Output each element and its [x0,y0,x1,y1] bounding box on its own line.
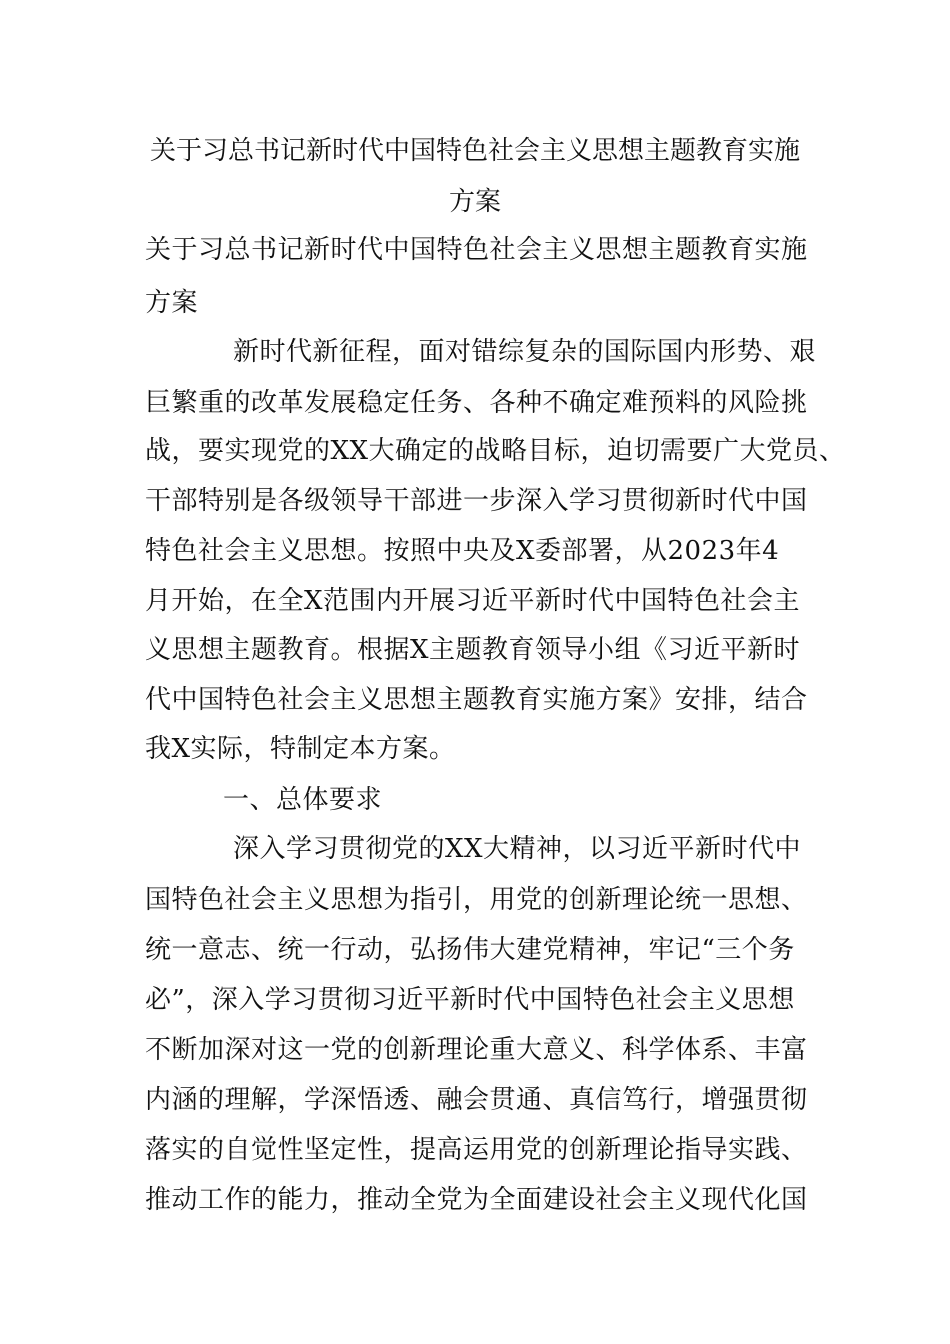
body-line: 关于习总书记新时代中国特色社会主义思想主题教育实施 [145,235,808,265]
body-line: 方案 [145,288,199,318]
body-line: 推动工作的能力，推动全党为全面建设社会主义现代化国 [145,1185,808,1215]
body-line: 不断加深对这一党的创新理论重大意义、科学体系、丰富 [145,1035,808,1065]
body-line: 落实的自觉性坚定性，提高运用党的创新理论指导实践、 [145,1135,808,1165]
section-heading: 一、总体要求 [223,785,383,815]
body-line: 内涵的理解，学深悟透、融会贯通、真信笃行，增强贯彻 [145,1085,808,1115]
body-line: 国特色社会主义思想为指引，用党的创新理论统一思想、 [145,885,808,915]
body-line: 统一意志、统一行动，弘扬伟大建党精神，牢记“三个务 [145,935,795,965]
body-line: 干部特别是各级领导干部进一步深入学习贯彻新时代中国 [145,486,808,516]
body-line: 月开始，在全X范围内开展习近平新时代中国特色社会主 [145,586,801,616]
body-line: 代中国特色社会主义思想主题教育实施方案》安排，结合 [145,685,808,715]
paragraph-first-line: 深入学习贯彻党的XX大精神，以习近平新时代中 [233,834,802,864]
body-line: 我X实际，特制定本方案。 [145,734,456,764]
body-line: 特色社会主义思想。按照中央及X委部署，从2023年4 [145,536,780,566]
body-line: 战，要实现党的XX大确定的战略目标，迫切需要广大党员、 [145,436,846,466]
body-line: 巨繁重的改革发展稳定任务、各种不确定难预料的风险挑 [145,388,808,418]
body-line: 必”，深入学习贯彻习近平新时代中国特色社会主义思想 [145,985,795,1015]
paragraph-first-line: 新时代新征程，面对错综复杂的国际国内形势、艰 [233,337,817,367]
body-line: 义思想主题教育。根据X主题教育领导小组《习近平新时 [145,635,801,665]
document-title-line-1: 关于习总书记新时代中国特色社会主义思想主题教育实施 [149,136,800,166]
document-title-line-2: 方案 [448,187,501,217]
